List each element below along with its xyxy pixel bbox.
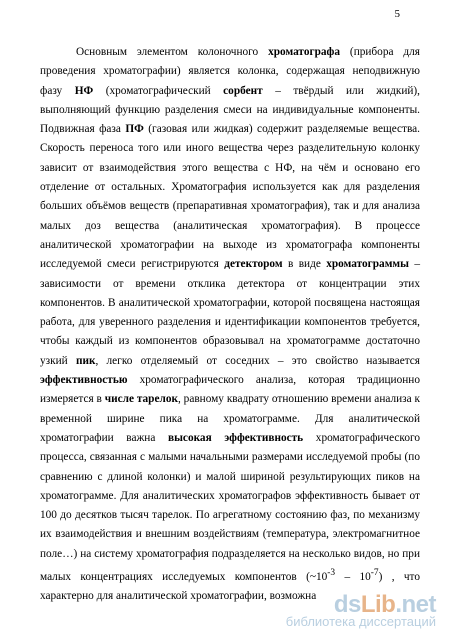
text-run: Основным элементом колоночного bbox=[76, 46, 269, 58]
watermark-logo bbox=[286, 593, 436, 629]
text-run: – твёрдый или жидкий), выполняющий функцию разделения смеси на индивидуальные компоненты. Подвижная фаза bbox=[40, 84, 420, 136]
text-run: в виде bbox=[282, 258, 327, 271]
text-run: ) , что характерно для аналитической хроматографии, возможна bbox=[40, 570, 420, 603]
bold-term: хроматограммы bbox=[326, 258, 409, 271]
text-run: , равному квадрату отношению времени анализа к временной ширине пика на хроматограмме. Для аналитической хроматографии важна bbox=[40, 393, 420, 444]
brand-part-ds: ds bbox=[333, 591, 361, 618]
text-run: (хроматографический bbox=[93, 84, 224, 97]
bold-term: хроматографа bbox=[268, 46, 341, 58]
bold-term: сорбент bbox=[223, 84, 263, 97]
text-run: хроматографического процесса, связанная с малыми начальными размерами исследуемой пробы (по сравнению с длиной колонки) и малой шириной результирующих пиков на хроматограмме. Для аналитических хроматографов эффективность бывает от 100 до десятков тысяч тарелок. По агрегатному состоянию фаз, по механизму их взаимодействия и внешним воздействиям (температура, электромагнитное поле…) на систему хроматография подразделяется на несколько видов, но при малых концентрациях исследуемых компонентов (~10 bbox=[40, 431, 420, 583]
bold-term: числе тарелок bbox=[104, 393, 178, 406]
bold-term: детектором bbox=[224, 258, 283, 271]
page-number: 5 bbox=[394, 8, 400, 20]
bold-term: эффективностью bbox=[40, 374, 128, 387]
paragraph bbox=[40, 43, 420, 606]
bold-term: ПФ bbox=[125, 123, 144, 136]
bold-term: НФ bbox=[74, 84, 94, 97]
text-run: хроматографического анализа, которая традиционно измеряется в bbox=[40, 374, 420, 406]
text-run: , легко отделяемый от соседних – это свойство называется bbox=[95, 354, 420, 367]
text-run: (газовая или жидкая) содержит разделяемые вещества. Скорость переноса того или иного вещества через разделительную колонку зависит от взаимодействия этого вещества с НФ, на чём и основано его отделение от остальных. Хроматография используется как для разделения больших объёмов веществ (препаративная хроматография), так и для анализа малых доз вещества (аналитическая хроматография). В процессе аналитической хроматографии на выходе из хроматографа компоненты исследуемой смеси регистрируются bbox=[40, 123, 420, 271]
text-run: – 10 bbox=[335, 570, 371, 583]
text-run: – зависимости от времени отклика детектора от концентрации этих компонентов. В аналитической хроматографии, которой посвящена настоящая работа, для уверенного разделения и идентификации компонентов требуется, чтобы каждый из компонентов образовывал на хроматограмме достаточно узкий bbox=[40, 258, 420, 367]
superscript: -7 bbox=[370, 568, 379, 579]
watermark-subtitle: библиотека диссертаций bbox=[285, 614, 436, 629]
body-text bbox=[40, 43, 420, 606]
bold-term: пик bbox=[75, 354, 96, 367]
brand-part-lib: Lib bbox=[360, 591, 396, 618]
brand-part-net: .net bbox=[395, 591, 436, 618]
text-run: (прибора для проведения хроматографии) является колонка, содержащая неподвижную фазу bbox=[40, 46, 420, 97]
bold-term: высокая эффективность bbox=[168, 431, 304, 444]
superscript: -3 bbox=[327, 568, 336, 579]
